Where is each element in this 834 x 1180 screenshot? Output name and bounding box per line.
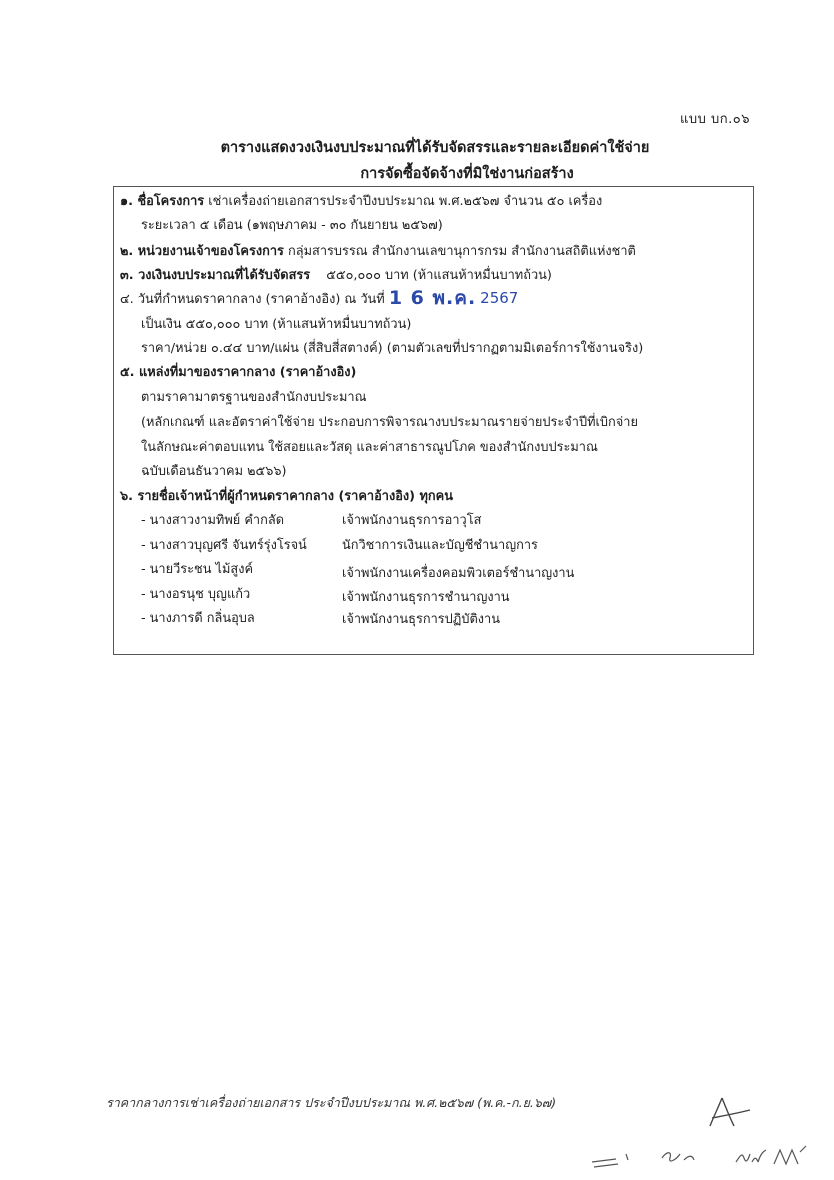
item-1-line: [120, 193, 602, 211]
official-name: - นางสาวงามทิพย์ คำกลัด: [141, 513, 285, 528]
item-5-source: ตามราคามาตรฐานของสำนักงบประมาณ: [141, 390, 367, 405]
item-1-duration: ระยะเวลา ๕ เดือน (๑พฤษภาคม - ๓๐ กันยายน ๒๕๖๗): [141, 218, 443, 233]
official-position: เจ้าพนักงานธุรการชำนาญงาน: [342, 590, 510, 605]
item-4-amount: เป็นเงิน ๕๕๐,๐๐๐ บาท (ห้าแสนห้าหมื่นบาทถ้วน): [141, 317, 412, 332]
item-2-label: ๒. หน่วยงานเจ้าของโครงการ: [120, 244, 284, 259]
official-name: - นางอรนุช บุญแก้ว: [141, 587, 251, 602]
signature-mark: [732, 1144, 772, 1170]
item-4-unit-price: ราคา/หน่วย ๐.๔๔ บาท/แผ่น (สี่สิบสี่สตางค์) (ตามตัวเลขที่ปรากฏตามมิเตอร์การใช้งานจริง): [141, 341, 644, 356]
signature-mark: [770, 1142, 820, 1172]
form-code: แบบ บก.๐๖: [680, 112, 750, 127]
item-2-line: [120, 243, 636, 261]
official-position: เจ้าพนักงานเครื่องคอมพิวเตอร์ชำนาญงาน: [342, 566, 575, 581]
official-name: - นางภารดี กลิ่นอุบล: [141, 611, 255, 626]
item-5-detail-1: (หลักเกณฑ์ และอัตราค่าใช้จ่าย ประกอบการพิจารณางบประมาณรายจ่ายประจำปีที่เบิกจ่าย: [141, 415, 638, 430]
signature-mark: [588, 1150, 638, 1170]
official-position: นักวิชาการเงินและบัญชีชำนาญการ: [342, 538, 538, 553]
item-4-label: ๔. วันที่กำหนดราคากลาง (ราคาอ้างอิง) ณ วันที่: [120, 292, 385, 307]
item-1-label: ๑. ชื่อโครงการ: [120, 194, 205, 209]
item-5-detail-2: ในลักษณะค่าตอบแทน ใช้สอยและวัสดุ และค่าสาธารณูปโภค ของสำนักงบประมาณ: [141, 440, 598, 455]
handwritten-year: 2567: [480, 289, 519, 307]
item-5-detail-3: ฉบับเดือนธันวาคม ๒๕๖๖): [141, 464, 287, 479]
item-2-text: กลุ่มสารบรรณ สำนักงานเลขานุการกรม สำนักงานสถิติแห่งชาติ: [287, 244, 636, 259]
signature-mark: [656, 1144, 706, 1168]
official-name: - นางสาวบุญศรี จันทร์รุ่งโรจน์: [141, 538, 307, 553]
signature-mark: [700, 1092, 760, 1132]
item-3-text: ๕๕๐,๐๐๐ บาท (ห้าแสนห้าหมื่นบาทถ้วน): [326, 268, 552, 283]
official-position: เจ้าพนักงานธุรการอาวุโส: [342, 513, 482, 528]
item-3-label: ๓. วงเงินงบประมาณที่ได้รับจัดสรร: [120, 268, 311, 283]
official-position: เจ้าพนักงานธุรการปฏิบัติงาน: [342, 612, 500, 627]
item-6-label: ๖. รายชื่อเจ้าหน้าที่ผู้กำหนดราคากลาง (ราคาอ้างอิง) ทุกคน: [120, 489, 453, 504]
item-3-line: [120, 267, 552, 285]
item-1-text: เช่าเครื่องถ่ายเอกสารประจำปีงบประมาณ พ.ศ.๒๕๖๗ จำนวน ๕๐ เครื่อง: [208, 194, 603, 209]
document-title: ตารางแสดงวงเงินงบประมาณที่ได้รับจัดสรรและรายละเอียดค่าใช้จ่าย: [220, 140, 650, 156]
item-5-label: ๕. แหล่งที่มาของราคากลาง (ราคาอ้างอิง): [120, 365, 357, 380]
document-subtitle: การจัดซื้อจัดจ้างที่มิใช่งานก่อสร้าง: [360, 166, 574, 182]
page-footer: ราคากลางการเช่าเครื่องถ่ายเอกสาร ประจำปีงบประมาณ พ.ศ.๒๕๖๗ (พ.ค.-ก.ย.๖๗): [106, 1095, 557, 1110]
item-4-line: [120, 289, 518, 309]
official-name: - นายวีระชน ไม้สูงค์: [141, 562, 254, 577]
handwritten-date: 1 6 พ.ค.: [388, 287, 477, 309]
